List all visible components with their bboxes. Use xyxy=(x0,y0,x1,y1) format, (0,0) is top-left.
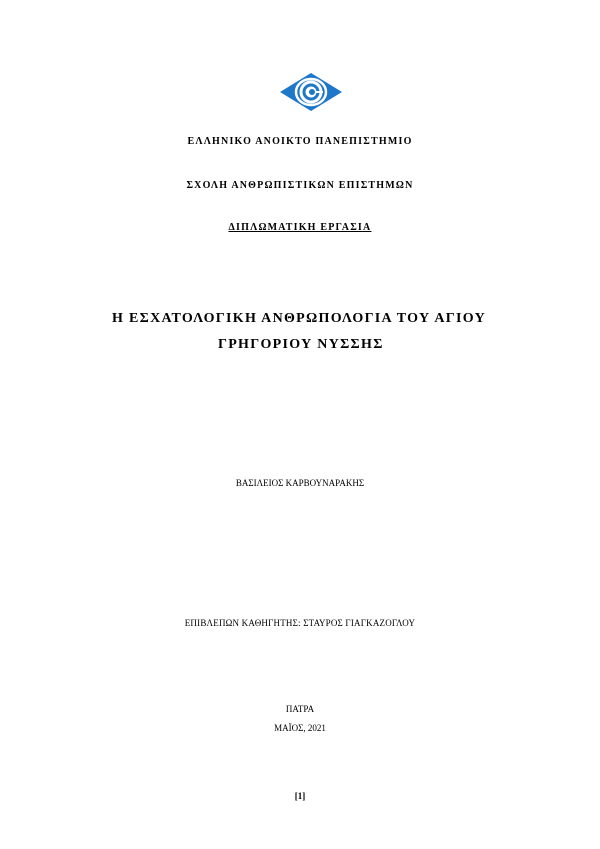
document-type-label: ΔΙΠΛΩΜΑΤΙΚΗ ΕΡΓΑΣΙΑ xyxy=(228,222,372,233)
supervisor-line: ΕΠΙΒΛΕΠΩΝ ΚΑΘΗΓΗΤΗΣ: ΣΤΑΥΡΟΣ ΓΙΑΓΚΑΖΟΓΛΟΥ xyxy=(184,618,416,628)
date: ΜΑΪΟΣ, 2021 xyxy=(274,723,326,733)
thesis-title-line-2: ΓΡΗΓΟΡΙΟΥ ΝΥΣΣΗΣ xyxy=(218,337,384,352)
school-name: ΣΧΟΛΗ ΑΝΘΡΩΠΙΣΤΙΚΩΝ ΕΠΙΣΤΗΜΩΝ xyxy=(186,180,414,191)
page-number: [1] xyxy=(294,791,306,801)
university-name: ΕΛΛΗΝΙΚΟ ΑΝΟΙΚΤΟ ΠΑΝΕΠΙΣΤΗΜΙΟ xyxy=(187,136,413,147)
thesis-title-line-1: Η ΕΣΧΑΤΟΛΟΓΙΚΗ ΑΝΘΡΩΠΟΛΟΓΙΑ ΤΟΥ ΑΓΙΟΥ xyxy=(112,311,486,326)
city: ΠΑΤΡΑ xyxy=(285,704,315,714)
document-type xyxy=(0,222,600,233)
university-logo-icon xyxy=(279,72,343,112)
author-name: ΒΑΣΙΛΕΙΟΣ ΚΑΡΒΟΥΝΑΡΑΚΗΣ xyxy=(235,478,365,488)
